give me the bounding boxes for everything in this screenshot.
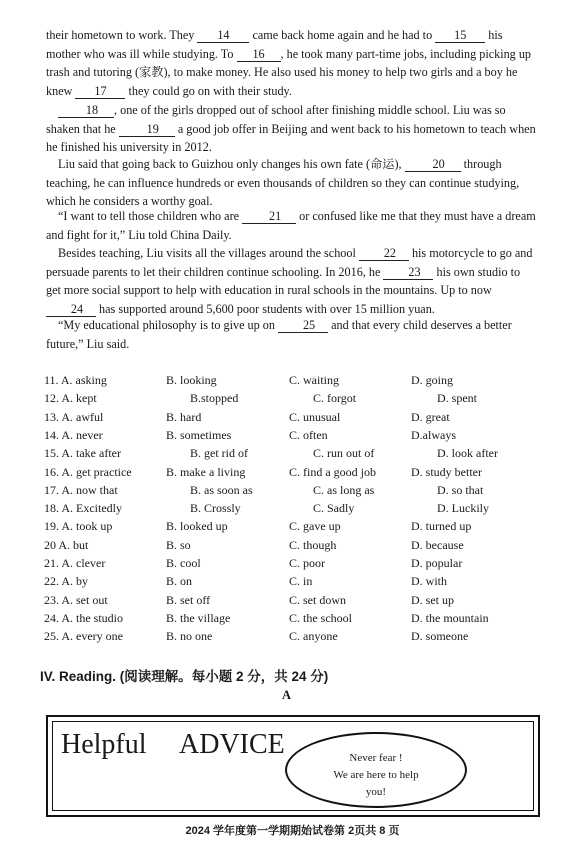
text: through teaching, he can influence hundreds or even thousands of children so they can continue studying, which he considers a worthy goal. [46,157,520,209]
option-14-d: D.always [411,427,456,442]
bubble-line-1: Never fear ! [349,752,403,764]
option-22-b: B. on [166,574,193,589]
passage-paragraph-6 [46,316,536,353]
option-21-d: D. popular [411,556,463,570]
blank-23: 23 [383,265,433,280]
option-19-d: D. turned up [411,519,472,534]
option-25-c: C. anyone [289,629,338,644]
option-17-b: B. as soon as [190,482,253,497]
text: came back home again and he had to [249,28,436,42]
advice-title-word-1: Helpful [61,729,147,760]
speech-bubble [285,732,467,808]
blank-17: 17 [75,84,125,99]
option-18-c: C. Sadly [313,501,355,516]
bubble-line-3: you! [365,786,387,798]
option-22-a: 22. A. by [44,574,89,589]
option-12-b: B.stopped [190,391,239,406]
option-17-a: 17. A. now that [44,482,118,497]
option-12-c: C. forgot [313,391,357,406]
text: his motorcycle to go and persuade parents to let their children continue schooling. In 2016, he [46,246,533,279]
passage-paragraph-5 [46,244,536,318]
option-11-d: D. going [411,373,453,387]
option-21-c: C. poor [289,556,325,570]
advice-title [61,729,285,761]
option-23-a: 23. A. set out [44,592,108,607]
text: has supported around 5,600 poor students with over 15 million yuan. [96,301,435,316]
option-17-d: D. so that [437,482,484,497]
blank-18: 18 [58,103,114,118]
option-24-d: D. the mountain [411,610,489,625]
option-20-d: D. because [411,537,464,552]
option-11-b: B. looking [166,373,217,387]
blank-19: 19 [119,122,175,137]
text: , one of the girls dropped out of school after finishing middle school. Liu was so shaken that he [46,103,506,136]
advice-title-word-2: ADVICE [179,729,285,760]
blank-15: 15 [435,28,485,43]
bubble-line-2: We are here to help [333,769,419,781]
blank-25: 25 [278,318,328,333]
option-13-c: C. unusual [289,409,341,424]
option-15-d: D. look after [437,446,498,461]
speech-bubble-text [287,750,465,801]
option-18-d: D. Luckily [437,501,489,516]
text: their hometown to work. They [46,28,198,42]
option-21-a: 21. A. clever [44,556,106,570]
section-letter: A [282,688,292,702]
option-17-c: C. as long as [313,482,375,497]
option-20-a: 20 A. but [44,537,89,552]
option-15-a: 15. A. take after [44,446,121,461]
option-22-c: C. in [289,574,313,589]
option-25-d: D. someone [411,629,469,644]
option-15-c: C. run out of [313,446,375,461]
option-24-c: C. the school [289,610,352,625]
option-13-a: 13. A. awful [44,409,104,424]
text: his mother who was ill while studying. To [46,28,503,61]
blank-24: 24 [46,302,96,317]
passage-paragraph-3 [46,155,536,211]
advice-banner [46,715,540,817]
option-25-a: 25. A. every one [44,629,123,644]
option-24-a: 24. A. the studio [44,610,124,625]
blank-16: 16 [237,47,281,62]
passage-paragraph-4 [46,207,536,244]
option-18-b: B. Crossly [190,501,241,516]
option-25-b: B. no one [166,629,213,644]
option-11-a: 11. A. asking [44,373,107,387]
option-23-b: B. set off [166,592,211,607]
page-footer: 2024 学年度第一学期期始试卷第 2页共 8 页 [185,825,400,837]
blank-20: 20 [405,157,461,172]
option-16-b: B. make a living [166,464,246,479]
option-12-a: 12. A. kept [44,391,97,406]
option-24-b: B. the village [166,610,231,625]
text: Liu said that going back to Guizhou only changes his own fate (命运), [58,157,405,171]
text: , he took many part-time jobs, including picking up trash and tutoring (家教), to make money. He also used his money to help two girls and a boy he knew [46,46,532,98]
option-13-b: B. hard [166,409,202,424]
text: Besides teaching, Liu visits all the villages around the school [58,246,359,260]
option-16-c: C. find a good job [289,464,376,479]
option-20-b: B. so [166,537,191,552]
advice-banner-inner [52,721,534,811]
text: his own studio to get more social support to help with education in rural schools in the mountains. Up to now [46,264,521,298]
option-16-d: D. study better [411,464,482,479]
option-12-d: D. spent [437,391,477,406]
passage-paragraph-1 [46,26,536,100]
text: or confused like me that they must have a dream and fight for it,” Liu told China Daily. [46,209,536,242]
option-14-c: C. often [289,427,328,442]
blank-22: 22 [359,246,409,261]
option-20-c: C. though [289,537,337,552]
option-11-c: C. waiting [289,373,339,387]
option-23-c: C. set down [289,592,346,607]
option-14-a: 14. A. never [44,427,103,442]
text: “I want to tell those children who are [58,209,243,223]
text: “My educational philosophy is to give up on [58,318,279,332]
blank-21: 21 [242,209,296,224]
option-13-d: D. great [411,409,450,424]
option-15-b: B. get rid of [190,446,248,461]
option-19-b: B. looked up [166,519,228,534]
option-19-c: C. gave up [289,519,341,534]
passage-paragraph-2 [46,101,536,157]
option-16-a: 16. A. get practice [44,464,132,479]
option-18-a: 18. A. Excitedly [44,501,122,516]
option-22-d: D. with [411,574,447,589]
section-title: IV. Reading. (阅读理解。每小题 2 分，共 24 分) [40,669,329,684]
option-14-b: B. sometimes [166,427,232,442]
option-19-a: 19. A. took up [44,519,113,534]
option-23-d: D. set up [411,592,454,607]
text: they could go on with their study. [125,83,292,98]
text: and that every child deserves a better future,” Liu said. [46,318,512,351]
option-21-b: B. cool [166,556,201,570]
blank-14: 14 [197,28,249,43]
text: a good job offer in Beijing and went back to his hometown to teach when he finished his university in 2012. [46,121,536,155]
